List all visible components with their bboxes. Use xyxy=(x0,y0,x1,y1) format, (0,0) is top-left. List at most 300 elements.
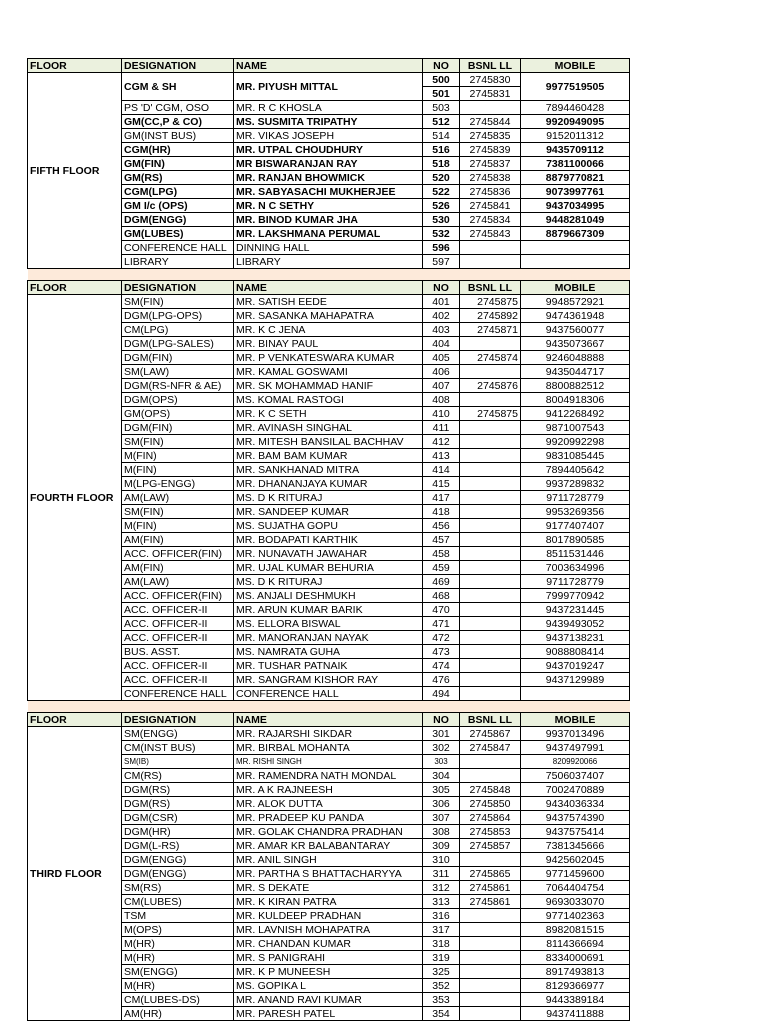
mobile-cell: 9474361948 xyxy=(521,309,630,323)
designation-cell: DGM(ENGG) xyxy=(122,213,234,227)
name-cell: MR. SANKHANAD MITRA xyxy=(234,463,423,477)
bsnl-ll-cell xyxy=(460,561,521,575)
name-cell: MR. N C SETHY xyxy=(234,199,423,213)
room-no-cell: 306 xyxy=(423,797,460,811)
designation-cell: SM(ENGG) xyxy=(122,965,234,979)
bsnl-ll-cell: 2745830 xyxy=(460,73,521,87)
room-no-cell: 473 xyxy=(423,645,460,659)
mobile-cell: 9435709112 xyxy=(521,143,630,157)
mobile-cell: 9937013496 xyxy=(521,727,630,741)
mobile-cell: 7381100066 xyxy=(521,157,630,171)
header-row xyxy=(28,281,630,295)
name-cell: MR. SANDEEP KUMAR xyxy=(234,505,423,519)
room-no-cell: 413 xyxy=(423,449,460,463)
room-no-cell: 319 xyxy=(423,951,460,965)
table-row xyxy=(28,727,630,741)
room-no-cell: 456 xyxy=(423,519,460,533)
bsnl-ll-cell: 2745875 xyxy=(460,407,521,421)
name-cell: MS. D K RITURAJ xyxy=(234,491,423,505)
name-cell: MR. TUSHAR PATNAIK xyxy=(234,659,423,673)
name-cell: MR. RAJARSHI SIKDAR xyxy=(234,727,423,741)
mobile-cell: 8800882512 xyxy=(521,379,630,393)
bsnl-ll-cell xyxy=(460,449,521,463)
bsnl-ll-cell xyxy=(460,519,521,533)
designation-cell: SM(RS) xyxy=(122,881,234,895)
room-no-cell: 303 xyxy=(423,755,460,769)
bsnl-ll-cell xyxy=(460,101,521,115)
room-no-cell: 309 xyxy=(423,839,460,853)
mobile-cell: 9977519505 xyxy=(521,73,630,101)
name-cell: MR. SASANKA MAHAPATRA xyxy=(234,309,423,323)
bsnl-ll-cell xyxy=(460,365,521,379)
name-cell: MR. K P MUNEESH xyxy=(234,965,423,979)
designation-cell: M(HR) xyxy=(122,937,234,951)
mobile-cell: 9920992298 xyxy=(521,435,630,449)
designation-cell: ACC. OFFICER-II xyxy=(122,617,234,631)
mobile-cell: 9437129989 xyxy=(521,673,630,687)
name-cell: MR. BODAPATI KARTHIK xyxy=(234,533,423,547)
name-cell: CONFERENCE HALL xyxy=(234,687,423,701)
separator-cell xyxy=(28,269,630,281)
bsnl-ll-cell: 2745875 xyxy=(460,295,521,309)
header-floor: FLOOR xyxy=(28,281,122,295)
designation-cell: DGM(ENGG) xyxy=(122,853,234,867)
designation-cell: M(LPG-ENGG) xyxy=(122,477,234,491)
bsnl-ll-cell: 2745834 xyxy=(460,213,521,227)
bsnl-ll-cell xyxy=(460,909,521,923)
name-cell: DINNING HALL xyxy=(234,241,423,255)
name-cell: MR. BIRBAL MOHANTA xyxy=(234,741,423,755)
room-no-cell: 353 xyxy=(423,993,460,1007)
bsnl-ll-cell xyxy=(460,755,521,769)
room-no-cell: 311 xyxy=(423,867,460,881)
header-mobile: MOBILE xyxy=(521,281,630,295)
bsnl-ll-cell: 2745850 xyxy=(460,797,521,811)
name-cell: MR. MITESH BANSILAL BACHHAV xyxy=(234,435,423,449)
name-cell: MR. PIYUSH MITTAL xyxy=(234,73,423,101)
room-no-cell: 414 xyxy=(423,463,460,477)
room-no-cell: 301 xyxy=(423,727,460,741)
bsnl-ll-cell xyxy=(460,673,521,687)
bsnl-ll-cell xyxy=(460,951,521,965)
name-cell: MR. VIKAS JOSEPH xyxy=(234,129,423,143)
mobile-cell: 9437231445 xyxy=(521,603,630,617)
room-no-cell: 516 xyxy=(423,143,460,157)
designation-cell: GM(LUBES) xyxy=(122,227,234,241)
mobile-cell: 9437019247 xyxy=(521,659,630,673)
name-cell: MR. BINOD KUMAR JHA xyxy=(234,213,423,227)
room-no-cell: 317 xyxy=(423,923,460,937)
section-separator xyxy=(28,701,630,713)
designation-cell: ACC. OFFICER(FIN) xyxy=(122,589,234,603)
bsnl-ll-cell xyxy=(460,393,521,407)
designation-cell: CGM(HR) xyxy=(122,143,234,157)
bsnl-ll-cell: 2745892 xyxy=(460,309,521,323)
room-no-cell: 352 xyxy=(423,979,460,993)
room-no-cell: 312 xyxy=(423,881,460,895)
designation-cell: M(FIN) xyxy=(122,463,234,477)
designation-cell: ACC. OFFICER-II xyxy=(122,603,234,617)
mobile-cell: 9443389184 xyxy=(521,993,630,1007)
bsnl-ll-cell xyxy=(460,659,521,673)
name-cell: MR. NUNAVATH JAWAHAR xyxy=(234,547,423,561)
mobile-cell: 8982081515 xyxy=(521,923,630,937)
name-cell: MR. A K RAJNEESH xyxy=(234,783,423,797)
directory-table-body xyxy=(28,59,630,1021)
bsnl-ll-cell xyxy=(460,421,521,435)
header-row xyxy=(28,713,630,727)
designation-cell: ACC. OFFICER(FIN) xyxy=(122,547,234,561)
separator-cell xyxy=(28,701,630,713)
mobile-cell: 9152011312 xyxy=(521,129,630,143)
mobile-cell: 9937289832 xyxy=(521,477,630,491)
room-no-cell: 405 xyxy=(423,351,460,365)
name-cell: MS. D K RITURAJ xyxy=(234,575,423,589)
mobile-cell: 9771459600 xyxy=(521,867,630,881)
mobile-cell: 7999770942 xyxy=(521,589,630,603)
designation-cell: GM(RS) xyxy=(122,171,234,185)
name-cell: MS. NAMRATA GUHA xyxy=(234,645,423,659)
name-cell: MR. RISHI SINGH xyxy=(234,755,423,769)
room-no-cell: 518 xyxy=(423,157,460,171)
header-designation: DESIGNATION xyxy=(122,713,234,727)
designation-cell: DGM(LPG-OPS) xyxy=(122,309,234,323)
header-bsnl-ll: BSNL LL xyxy=(460,281,521,295)
header-no: NO xyxy=(423,713,460,727)
mobile-cell: 8879667309 xyxy=(521,227,630,241)
name-cell: MR. RANJAN BHOWMICK xyxy=(234,171,423,185)
bsnl-ll-cell: 2745861 xyxy=(460,881,521,895)
bsnl-ll-cell xyxy=(460,923,521,937)
room-no-cell: 302 xyxy=(423,741,460,755)
room-no-cell: 532 xyxy=(423,227,460,241)
header-no: NO xyxy=(423,59,460,73)
bsnl-ll-cell xyxy=(460,937,521,951)
designation-cell: ACC. OFFICER-II xyxy=(122,631,234,645)
bsnl-ll-cell xyxy=(460,687,521,701)
section-separator xyxy=(28,269,630,281)
name-cell: MR. RAMENDRA NATH MONDAL xyxy=(234,769,423,783)
bsnl-ll-cell xyxy=(460,645,521,659)
bsnl-ll-cell: 2745847 xyxy=(460,741,521,755)
mobile-cell: 7381345666 xyxy=(521,839,630,853)
room-no-cell: 410 xyxy=(423,407,460,421)
room-no-cell: 401 xyxy=(423,295,460,309)
room-no-cell: 514 xyxy=(423,129,460,143)
mobile-cell xyxy=(521,241,630,255)
mobile-cell: 8917493813 xyxy=(521,965,630,979)
room-no-cell: 470 xyxy=(423,603,460,617)
mobile-cell: 7003634996 xyxy=(521,561,630,575)
room-no-cell: 407 xyxy=(423,379,460,393)
name-cell: MR. SATISH EEDE xyxy=(234,295,423,309)
designation-cell: PS 'D' CGM, OSO xyxy=(122,101,234,115)
name-cell: MR. PRADEEP KU PANDA xyxy=(234,811,423,825)
bsnl-ll-cell xyxy=(460,547,521,561)
bsnl-ll-cell: 2745861 xyxy=(460,895,521,909)
header-floor: FLOOR xyxy=(28,59,122,73)
name-cell: MS. GOPIKA L xyxy=(234,979,423,993)
designation-cell: CM(RS) xyxy=(122,769,234,783)
room-no-cell: 307 xyxy=(423,811,460,825)
bsnl-ll-cell xyxy=(460,435,521,449)
name-cell: LIBRARY xyxy=(234,255,423,269)
floor-label: FIFTH FLOOR xyxy=(28,73,122,269)
room-no-cell: 472 xyxy=(423,631,460,645)
room-no-cell: 418 xyxy=(423,505,460,519)
bsnl-ll-cell: 2745876 xyxy=(460,379,521,393)
mobile-cell: 9693033070 xyxy=(521,895,630,909)
designation-cell: CM(LPG) xyxy=(122,323,234,337)
mobile-cell: 9437574390 xyxy=(521,811,630,825)
designation-cell: SM(IB) xyxy=(122,755,234,769)
bsnl-ll-cell: 2745844 xyxy=(460,115,521,129)
room-no-cell: 520 xyxy=(423,171,460,185)
room-no-cell: 402 xyxy=(423,309,460,323)
bsnl-ll-cell: 2745857 xyxy=(460,839,521,853)
designation-cell: CM(LUBES-DS) xyxy=(122,993,234,1007)
header-mobile: MOBILE xyxy=(521,713,630,727)
name-cell: MR. ARUN KUMAR BARIK xyxy=(234,603,423,617)
name-cell: MR. DHANANJAYA KUMAR xyxy=(234,477,423,491)
room-no-cell: 408 xyxy=(423,393,460,407)
name-cell: MR. SABYASACHI MUKHERJEE xyxy=(234,185,423,199)
mobile-cell: 9437138231 xyxy=(521,631,630,645)
designation-cell: DGM(LPG-SALES) xyxy=(122,337,234,351)
name-cell: MS. SUSMITA TRIPATHY xyxy=(234,115,423,129)
bsnl-ll-cell xyxy=(460,241,521,255)
header-designation: DESIGNATION xyxy=(122,59,234,73)
mobile-cell: 8004918306 xyxy=(521,393,630,407)
mobile-cell: 9437411888 xyxy=(521,1007,630,1021)
room-no-cell: 457 xyxy=(423,533,460,547)
room-no-cell: 404 xyxy=(423,337,460,351)
mobile-cell: 9948572921 xyxy=(521,295,630,309)
mobile-cell: 9711728779 xyxy=(521,491,630,505)
room-no-cell: 406 xyxy=(423,365,460,379)
header-floor: FLOOR xyxy=(28,713,122,727)
name-cell: MR. S DEKATE xyxy=(234,881,423,895)
mobile-cell: 9437575414 xyxy=(521,825,630,839)
name-cell: MR. SANGRAM KISHOR RAY xyxy=(234,673,423,687)
designation-cell: ACC. OFFICER-II xyxy=(122,659,234,673)
room-no-cell: 459 xyxy=(423,561,460,575)
directory-table xyxy=(27,58,630,1021)
header-row xyxy=(28,59,630,73)
mobile-cell: 9437497991 xyxy=(521,741,630,755)
mobile-cell: 9711728779 xyxy=(521,575,630,589)
mobile-cell: 8017890585 xyxy=(521,533,630,547)
name-cell: MR. LAVNISH MOHAPATRA xyxy=(234,923,423,937)
mobile-cell: 9435044717 xyxy=(521,365,630,379)
mobile-cell xyxy=(521,255,630,269)
bsnl-ll-cell: 2745841 xyxy=(460,199,521,213)
bsnl-ll-cell: 2745865 xyxy=(460,867,521,881)
mobile-cell: 9953269356 xyxy=(521,505,630,519)
designation-cell: AM(HR) xyxy=(122,1007,234,1021)
bsnl-ll-cell xyxy=(460,617,521,631)
name-cell: MR. K C JENA xyxy=(234,323,423,337)
room-no-cell: 500 xyxy=(423,73,460,87)
bsnl-ll-cell: 2745874 xyxy=(460,351,521,365)
designation-cell: SM(FIN) xyxy=(122,505,234,519)
name-cell: MR. BAM BAM KUMAR xyxy=(234,449,423,463)
mobile-cell: 9920949095 xyxy=(521,115,630,129)
name-cell: MR. K KIRAN PATRA xyxy=(234,895,423,909)
name-cell: MR. PARTHA S BHATTACHARYYA xyxy=(234,867,423,881)
name-cell: MR. AVINASH SINGHAL xyxy=(234,421,423,435)
mobile-cell: 7894460428 xyxy=(521,101,630,115)
bsnl-ll-cell xyxy=(460,993,521,1007)
room-no-cell: 316 xyxy=(423,909,460,923)
bsnl-ll-cell: 2745848 xyxy=(460,783,521,797)
room-no-cell: 468 xyxy=(423,589,460,603)
designation-cell: DGM(OPS) xyxy=(122,393,234,407)
name-cell: MR BISWARANJAN RAY xyxy=(234,157,423,171)
header-mobile: MOBILE xyxy=(521,59,630,73)
room-no-cell: 313 xyxy=(423,895,460,909)
name-cell: MR. BINAY PAUL xyxy=(234,337,423,351)
mobile-cell: 9412268492 xyxy=(521,407,630,421)
designation-cell: M(FIN) xyxy=(122,519,234,533)
bsnl-ll-cell: 2745864 xyxy=(460,811,521,825)
mobile-cell: 8511531446 xyxy=(521,547,630,561)
mobile-cell: 9435073667 xyxy=(521,337,630,351)
name-cell: MR. CHANDAN KUMAR xyxy=(234,937,423,951)
designation-cell: CONFERENCE HALL xyxy=(122,687,234,701)
designation-cell: GM(INST BUS) xyxy=(122,129,234,143)
bsnl-ll-cell xyxy=(460,965,521,979)
designation-cell: LIBRARY xyxy=(122,255,234,269)
room-no-cell: 411 xyxy=(423,421,460,435)
room-no-cell: 471 xyxy=(423,617,460,631)
name-cell: MS. KOMAL RASTOGI xyxy=(234,393,423,407)
designation-cell: BUS. ASST. xyxy=(122,645,234,659)
header-no: NO xyxy=(423,281,460,295)
bsnl-ll-cell: 2745867 xyxy=(460,727,521,741)
room-no-cell: 415 xyxy=(423,477,460,491)
room-no-cell: 305 xyxy=(423,783,460,797)
room-no-cell: 476 xyxy=(423,673,460,687)
name-cell: MR. ANIL SINGH xyxy=(234,853,423,867)
mobile-cell: 8114366694 xyxy=(521,937,630,951)
room-no-cell: 474 xyxy=(423,659,460,673)
designation-cell: TSM xyxy=(122,909,234,923)
mobile-cell: 9448281049 xyxy=(521,213,630,227)
mobile-cell: 9088808414 xyxy=(521,645,630,659)
mobile-cell: 7894405642 xyxy=(521,463,630,477)
bsnl-ll-cell xyxy=(460,255,521,269)
bsnl-ll-cell xyxy=(460,589,521,603)
room-no-cell: 469 xyxy=(423,575,460,589)
bsnl-ll-cell xyxy=(460,505,521,519)
name-cell: MR. K C SETH xyxy=(234,407,423,421)
name-cell: MR. PARESH PATEL xyxy=(234,1007,423,1021)
room-no-cell: 597 xyxy=(423,255,460,269)
bsnl-ll-cell: 2745853 xyxy=(460,825,521,839)
designation-cell: M(HR) xyxy=(122,951,234,965)
designation-cell: AM(LAW) xyxy=(122,491,234,505)
header-name: NAME xyxy=(234,713,423,727)
mobile-cell: 8129366977 xyxy=(521,979,630,993)
table-row xyxy=(28,295,630,309)
bsnl-ll-cell: 2745831 xyxy=(460,87,521,101)
room-no-cell: 318 xyxy=(423,937,460,951)
bsnl-ll-cell: 2745836 xyxy=(460,185,521,199)
header-bsnl-ll: BSNL LL xyxy=(460,59,521,73)
designation-cell: DGM(FIN) xyxy=(122,351,234,365)
mobile-cell: 9831085445 xyxy=(521,449,630,463)
designation-cell: DGM(RS-NFR & AE) xyxy=(122,379,234,393)
mobile-cell: 9073997761 xyxy=(521,185,630,199)
room-no-cell: 526 xyxy=(423,199,460,213)
name-cell: MR. AMAR KR BALABANTARAY xyxy=(234,839,423,853)
name-cell: MR. S PANIGRAHI xyxy=(234,951,423,965)
bsnl-ll-cell xyxy=(460,853,521,867)
name-cell: MR. KAMAL GOSWAMI xyxy=(234,365,423,379)
mobile-cell: 8879770821 xyxy=(521,171,630,185)
bsnl-ll-cell: 2745843 xyxy=(460,227,521,241)
designation-cell: GM I/c (OPS) xyxy=(122,199,234,213)
directory-sheet xyxy=(27,58,629,1021)
bsnl-ll-cell xyxy=(460,1007,521,1021)
header-bsnl-ll: BSNL LL xyxy=(460,713,521,727)
mobile-cell: 9437034995 xyxy=(521,199,630,213)
bsnl-ll-cell xyxy=(460,477,521,491)
designation-cell: M(HR) xyxy=(122,979,234,993)
room-no-cell: 417 xyxy=(423,491,460,505)
floor-label: FOURTH FLOOR xyxy=(28,295,122,701)
name-cell: MR. UTPAL CHOUDHURY xyxy=(234,143,423,157)
designation-cell: SM(FIN) xyxy=(122,435,234,449)
room-no-cell: 522 xyxy=(423,185,460,199)
designation-cell: M(FIN) xyxy=(122,449,234,463)
room-no-cell: 325 xyxy=(423,965,460,979)
name-cell: MR. ANAND RAVI KUMAR xyxy=(234,993,423,1007)
mobile-cell: 9425602045 xyxy=(521,853,630,867)
designation-cell: CGM(LPG) xyxy=(122,185,234,199)
bsnl-ll-cell xyxy=(460,603,521,617)
designation-cell: SM(ENGG) xyxy=(122,727,234,741)
name-cell: MR. ALOK DUTTA xyxy=(234,797,423,811)
designation-cell: DGM(ENGG) xyxy=(122,867,234,881)
name-cell: MS. ELLORA BISWAL xyxy=(234,617,423,631)
bsnl-ll-cell xyxy=(460,337,521,351)
bsnl-ll-cell: 2745838 xyxy=(460,171,521,185)
room-no-cell: 596 xyxy=(423,241,460,255)
room-no-cell: 412 xyxy=(423,435,460,449)
mobile-cell: 9439493052 xyxy=(521,617,630,631)
name-cell: MR. LAKSHMANA PERUMAL xyxy=(234,227,423,241)
designation-cell: GM(CC,P & CO) xyxy=(122,115,234,129)
mobile-cell: 7002470889 xyxy=(521,783,630,797)
designation-cell: M(OPS) xyxy=(122,923,234,937)
bsnl-ll-cell xyxy=(460,533,521,547)
room-no-cell: 354 xyxy=(423,1007,460,1021)
bsnl-ll-cell xyxy=(460,631,521,645)
mobile-cell xyxy=(521,687,630,701)
bsnl-ll-cell: 2745839 xyxy=(460,143,521,157)
room-no-cell: 512 xyxy=(423,115,460,129)
mobile-cell: 8209920066 xyxy=(521,755,630,769)
mobile-cell: 9177407407 xyxy=(521,519,630,533)
designation-cell: DGM(FIN) xyxy=(122,421,234,435)
header-name: NAME xyxy=(234,59,423,73)
designation-cell: AM(FIN) xyxy=(122,561,234,575)
name-cell: MR. SK MOHAMMAD HANIF xyxy=(234,379,423,393)
designation-cell: DGM(RS) xyxy=(122,797,234,811)
mobile-cell: 7506037407 xyxy=(521,769,630,783)
